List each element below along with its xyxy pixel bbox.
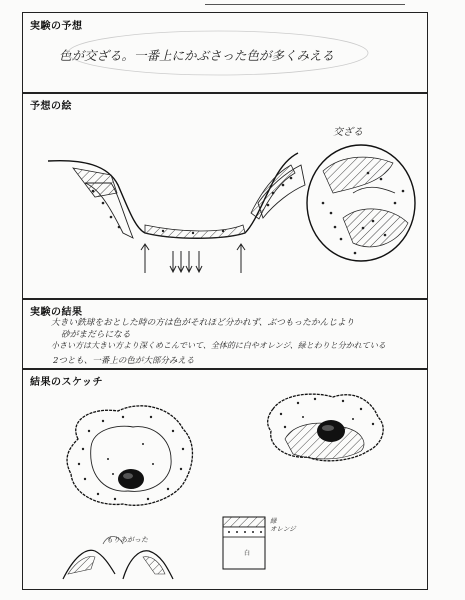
section-heading-prediction: 実験の予想 xyxy=(30,21,83,32)
label-mix: 交ざる xyxy=(333,127,363,138)
prediction-scribble xyxy=(23,13,429,95)
prediction-text: 色が交ざる。一番上にかぶさった色が多くみえる xyxy=(59,48,335,63)
section-sketch xyxy=(22,368,428,590)
caption-bulge: もりあがった xyxy=(106,536,148,544)
legend-green: 緑 xyxy=(270,517,277,525)
section-heading-sketch: 結果のスケッチ xyxy=(30,377,103,388)
result-line: 小さい方は大きい方より深くめこんでいて、全体的に白やオレンジ、緑とわりと分かれている xyxy=(51,341,386,350)
legend-orange: オレンジ xyxy=(270,525,296,533)
section-heading-prediction-drawing: 予想の絵 xyxy=(30,101,72,112)
color-legend xyxy=(223,517,265,569)
large-ball-crater xyxy=(67,406,192,505)
result-line: 2つとも、一番上の色が大部分みえる xyxy=(53,356,195,366)
result-sketch xyxy=(23,369,429,591)
crater-prediction-sketch xyxy=(23,93,429,301)
mixed-sand-closeup xyxy=(307,145,415,261)
legend-white: 白 xyxy=(244,550,251,557)
crater-cross-section xyxy=(48,153,305,238)
small-ball-crater xyxy=(268,394,384,461)
section-result xyxy=(22,298,428,370)
section-prediction xyxy=(22,12,428,94)
result-line: 大きい鉄球をおとした時の方は色がそれほど分かれず、ぶつもったかんじより xyxy=(51,318,355,328)
result-line: 砂がまだらになる xyxy=(61,330,131,340)
section-heading-result: 実験の結果 xyxy=(30,307,83,318)
section-prediction-drawing xyxy=(22,92,428,300)
top-edge-line xyxy=(205,0,405,5)
force-arrows xyxy=(141,244,245,273)
